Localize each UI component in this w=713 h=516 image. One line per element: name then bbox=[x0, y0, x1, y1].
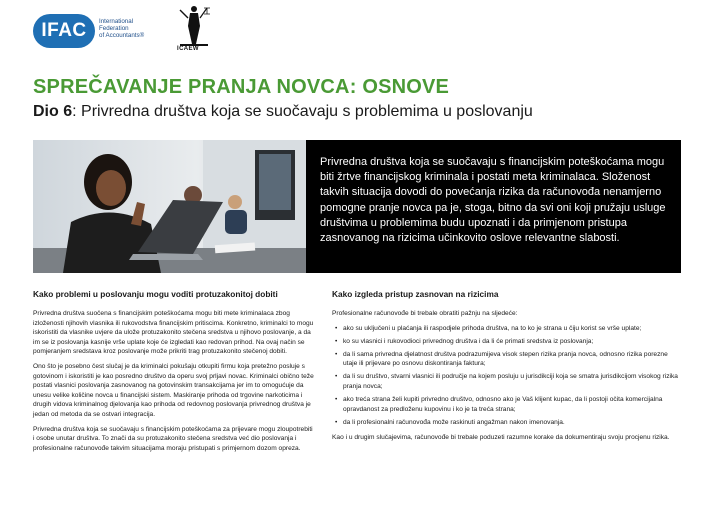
ifac-name-line: International bbox=[99, 18, 134, 25]
right-column-heading: Kako izgleda pristup zasnovan na rizicima bbox=[332, 289, 499, 299]
ifac-name-line: of Accountants® bbox=[99, 32, 145, 39]
part-label: Dio 6 bbox=[33, 103, 73, 120]
left-paragraph: Privredna društva koja se suočavaju s financijskim poteškoćama za prijevare mogu zloupotrebiti i osobe unutar društva. To znači da su protuzakonito stečena sredstva već dio poslovanja i profesionalne računovođe takvim situacijama moraju pristupati s primjernom dozom opreza. bbox=[33, 425, 313, 452]
risk-bullet: • ako su uključeni u plaćanja ili raspodjele prihoda društva, na to ko je strana u čiju korist se vrše uplate; bbox=[332, 324, 682, 334]
part-text: : Privredna društva koja se suočavaju s problemima u poslovanju bbox=[72, 103, 533, 120]
left-paragraph: Ono što je posebno čest slučaj je da kriminalci pokušaju otkupiti firmu koja pretežno posluje s gotovinom i iskoristiti je kao posredno društvo da operu svoj prljavi novac. Kriminalci obično teže postati vlasnici poslovanja zasnovanog na gotovinskim transakcijama jer im to omogućuje da unesu velike količine novca u financijski sistem. Maskiranje prihoda od trgovine narkoticima i drugih vidova kriminalnog djelovanja kao prihoda od redovnog poslovanja privrednog društva je jedan od metoda da se ostvari integracija. bbox=[33, 362, 314, 418]
ifac-logo-text: IFAC bbox=[41, 20, 87, 41]
ifac-name-line: Federation bbox=[99, 25, 129, 32]
page-subtitle bbox=[33, 103, 533, 121]
risk-bullet: • da li su društvo, stvarni vlasnici ili područje na kojem posluju u jurisdikciji koja se smatra jurisdikcijom visokog rizika pranja novca; bbox=[332, 372, 682, 391]
risk-bullet: • da li sama privredna djelatnost društva podrazumijeva visok stepen rizika pranja novca, odnosno rizika porezne utaje ili prijevare po osnovu diskontiranja faktura; bbox=[332, 350, 682, 369]
risk-bullet: • ko su vlasnici i rukovodioci privrednog društva i da li će primati sredstva iz poslovanja; bbox=[332, 337, 682, 347]
right-intro: Profesionalne računovođe bi trebale obratiti pažnju na sljedeće: bbox=[332, 310, 518, 317]
icaew-label: ICAEW bbox=[177, 46, 199, 52]
right-closing: Kao i u drugim slučajevima, računovođe bi trebale poduzeti razumne korake da dokumentiraju svoju procjenu rizika. bbox=[332, 434, 670, 442]
ifac-name bbox=[99, 18, 159, 39]
ifac-logo bbox=[33, 14, 95, 48]
left-paragraph: Privredna društva suočena s financijskim poteškoćama mogu biti mete kriminalaca zbog izloženosti njihovih vlasnika ili rukovodstva financijskim pritiscima. Konkretno, kriminalci to mogu iskoristiti da vlasnike uvjere da ulože protuzakonito stečena sredstva u njihovo poslovanje, a da im se iz poslovanja kasnije vrše uplate koje će izgledati kao redovan prihod. Na ovaj način se pomjeranjem sredstava kroz poslovanje može prikriti trag protuzakonito stečenoj dobiti. bbox=[33, 310, 314, 356]
hero-intro-text: Privredna društva koja se suočavaju s financijskim poteškoćama mogu biti žrtve financijskog kriminala i postati meta kriminalaca. Složenost takvih situacija dovodi do povećanja rizika da računovođa nenamjerno pomogne pranje novca pa je, stoga, bitno da svi oni koji pružaju usluge društvima u problemima budu upoznati i da primjenom pristupa zasnovanog na rizicima učinkovito oslove relevantne slabosti. bbox=[320, 156, 666, 245]
left-column-heading: Kako problemi u poslovanju mogu voditi protuzakonitoj dobiti bbox=[33, 289, 278, 299]
risk-bullet-list bbox=[332, 324, 682, 428]
risk-bullet: • ako treća strana želi kupiti privredno društvo, odnosno ako je Vaš klijent kupac, da li postoji očita komercijalna opravdanost za predloženu kupovinu i ko je ta treća strana; bbox=[332, 395, 682, 414]
right-column bbox=[332, 289, 682, 448]
page-title: SPREČAVANJE PRANJA NOVCA: OSNOVE bbox=[33, 76, 450, 98]
hero-intro-box bbox=[306, 140, 681, 273]
left-column bbox=[33, 289, 315, 458]
hero-photo bbox=[33, 140, 306, 273]
risk-bullet: • da li profesionalni računovođa može raskinuti angažman nakon imenovanja. bbox=[332, 418, 682, 428]
